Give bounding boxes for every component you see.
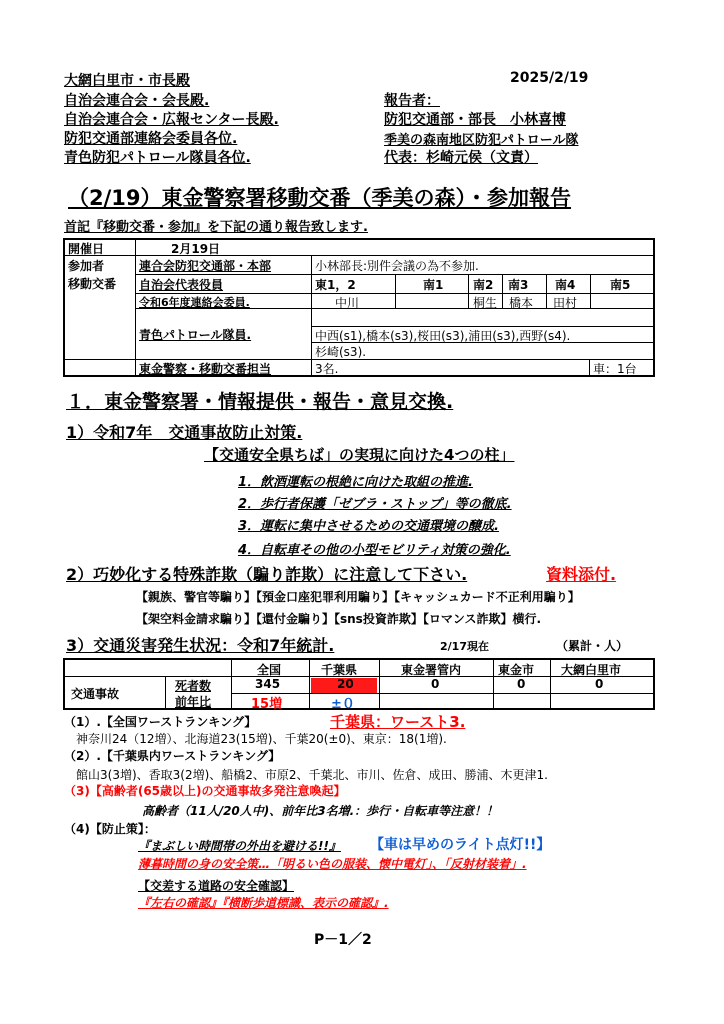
prevention-2a: 【交差する道路の安全確認】 — [138, 879, 295, 893]
report-date: 2025/2/19 — [510, 70, 589, 86]
prevention-1b: 【車は早めのライト点灯!!】 — [370, 837, 551, 853]
row-label-accidents: 交通事故 — [71, 687, 120, 701]
header-oamishirasato: 大網白里市 — [561, 663, 622, 677]
pillar-3: 3．運転に集中させるための交通環境の醸成. — [238, 519, 499, 534]
area-e12: 東1，2 — [315, 278, 356, 292]
date-label: 開催日 — [68, 242, 105, 256]
deaths-label: 死者数 — [175, 679, 212, 693]
area-s1: 南1 — [423, 278, 444, 292]
koban-label: 移動交番 — [68, 277, 117, 291]
reporter-org: 季美の森南地区防犯パトロール隊 — [384, 133, 579, 148]
addressee-pr-center: 自治会連合会・広報センター長殿. — [64, 112, 279, 128]
pref-ranking-label: （2）.【千葉県内ワーストランキング】 — [64, 749, 281, 763]
deaths-chiba: 20 — [337, 677, 354, 691]
area-e12-name: 中川 — [335, 296, 360, 310]
addressee-mayor: 大網白里市・市長殿 — [64, 73, 190, 89]
reporter-label: 報告者： — [384, 93, 440, 109]
patrol-members-1: 中西(s1),橋本(s3),桜田(s3),浦田(s3),西野(s4). — [315, 329, 571, 343]
prevention-2b: 『左右の確認』『横断歩道標識、表示の確認』. — [138, 896, 389, 910]
header-togane-city: 東金市 — [498, 663, 535, 677]
participant-label: 参加者 — [68, 259, 105, 273]
addressee-committee: 防犯交通部連絡会委員各位. — [64, 131, 238, 147]
reporter-representative: 代表：杉崎元侯（文責） — [384, 150, 538, 166]
area-s3-name: 橋本 — [509, 296, 534, 310]
header-chiba: 千葉県 — [321, 663, 358, 677]
patrol-label: 青色パトロール隊員. — [139, 328, 252, 342]
yoy-national: 15増 — [251, 697, 283, 712]
deaths-togane-city: 0 — [517, 677, 526, 691]
yoy-label: 前年比 — [175, 695, 212, 709]
pillar-2: 2．歩行者保護「ゼブラ・ストップ」等の徹底. — [238, 497, 512, 512]
patrol-members-2: 杉崎(s3). — [315, 345, 367, 359]
section1-heading: １．東金警察署・情報提供・報告・意見交換. — [66, 391, 454, 413]
elderly-warning-label: （3)【高齢者(65歳以上)の交通事故多発注意喚起】 — [64, 784, 346, 798]
national-ranking-label: （1）.【全国ワーストランキング】 — [64, 715, 257, 729]
prevention-1c: 薄暮時間の身の安全策…「明るい色の服装、懐中電灯」、「反射材装着」. — [138, 857, 527, 871]
national-ranking-line: 神奈川24（12増）、北海道23(15増)、千葉20(±0)、東京：18(1増). — [76, 732, 447, 746]
row-hq-value: 小林部長:別件会議の為不参加. — [315, 259, 479, 273]
deaths-oamishirasato: 0 — [595, 677, 604, 691]
elderly-warning-line: 高齢者（11人/20人中)、前年比3名増.：歩行・自転車等注意！！ — [142, 804, 499, 818]
police-label: 東金警察・移動交番担当 — [139, 362, 272, 376]
stats-table — [63, 658, 655, 710]
reporter-name: 防犯交通部・部長 小林喜博 — [384, 112, 566, 128]
stats-unit: （累計・人） — [556, 639, 629, 653]
pillar-1: 1．飲酒運転の根絶に向けた取組の推進. — [238, 475, 473, 490]
row-committee-label: 令和6年度連絡会委員. — [139, 296, 250, 309]
yoy-chiba: ±０ — [331, 697, 355, 712]
header-national: 全国 — [257, 663, 282, 677]
attachment-note: 資料添付. — [546, 565, 617, 584]
deaths-national: 345 — [255, 677, 281, 691]
area-s2: 南2 — [473, 278, 494, 292]
pillar-4: 4．自転車その他の小型モビリティ対策の強化. — [238, 543, 511, 558]
prevention-label: （4)【防止策】： — [64, 822, 156, 836]
prevention-1a: 『まぶしい時間帯の外出を避ける!!』 — [138, 839, 341, 853]
stats-as-of: 2/17現在 — [440, 640, 489, 653]
date-value: 2月19日 — [171, 242, 221, 256]
page-number: P－1／2 — [314, 932, 372, 948]
pillars-title: 【交通安全県ちば」の実現に向けた4つの柱」 — [204, 446, 515, 464]
section1-sub3: 3）交通災害発生状況：令和7年統計. — [66, 636, 335, 655]
section1-sub2: 2）巧妙化する特殊詐欺（騙り詐欺）に注意して下さい. — [66, 565, 468, 584]
row-rep-label: 自治会代表役員 — [139, 278, 224, 292]
addressee-council-chair: 自治会連合会・会長殿. — [64, 93, 210, 109]
area-s2-name: 桐生 — [473, 296, 498, 310]
row-hq-label: 連合会防犯交通部・本部 — [139, 259, 272, 273]
section1-sub1: 1）令和7年 交通事故防止対策. — [66, 423, 303, 442]
police-value: 3名. — [315, 362, 339, 376]
event-table — [63, 238, 655, 377]
fraud-types-1: 【親族、警官等騙り】【預金口座犯罪利用騙り】【キャッシュカード不正利用騙り】 — [136, 590, 580, 604]
intro-text: 首記『移動交番・参加』を下記の通り報告致します. — [64, 220, 368, 235]
area-s4: 南4 — [555, 278, 576, 292]
pref-ranking-line: 館山3(3増)、香取3(2増)、船橋2、市原2、千葉北、市川、佐倉、成田、勝浦、木更津1. — [76, 768, 548, 782]
car-value: 車：1台 — [593, 362, 637, 376]
deaths-togane-area: 0 — [431, 677, 440, 691]
area-s5: 南5 — [610, 278, 631, 292]
area-s3: 南3 — [508, 278, 529, 292]
header-togane-area: 東金署管内 — [401, 663, 462, 677]
area-s4-name: 田村 — [553, 296, 578, 310]
national-ranking-note: 千葉県：ワースト3. — [330, 713, 466, 731]
addressee-patrol: 青色防犯パトロール隊員各位. — [64, 150, 251, 166]
fraud-types-2: 【架空料金請求騙り】【還付金騙り】【sns投資詐欺】【ロマンス詐欺】横行. — [136, 612, 542, 626]
page-title: （2/19）東金警察署移動交番（季美の森）・参加報告 — [68, 186, 572, 210]
